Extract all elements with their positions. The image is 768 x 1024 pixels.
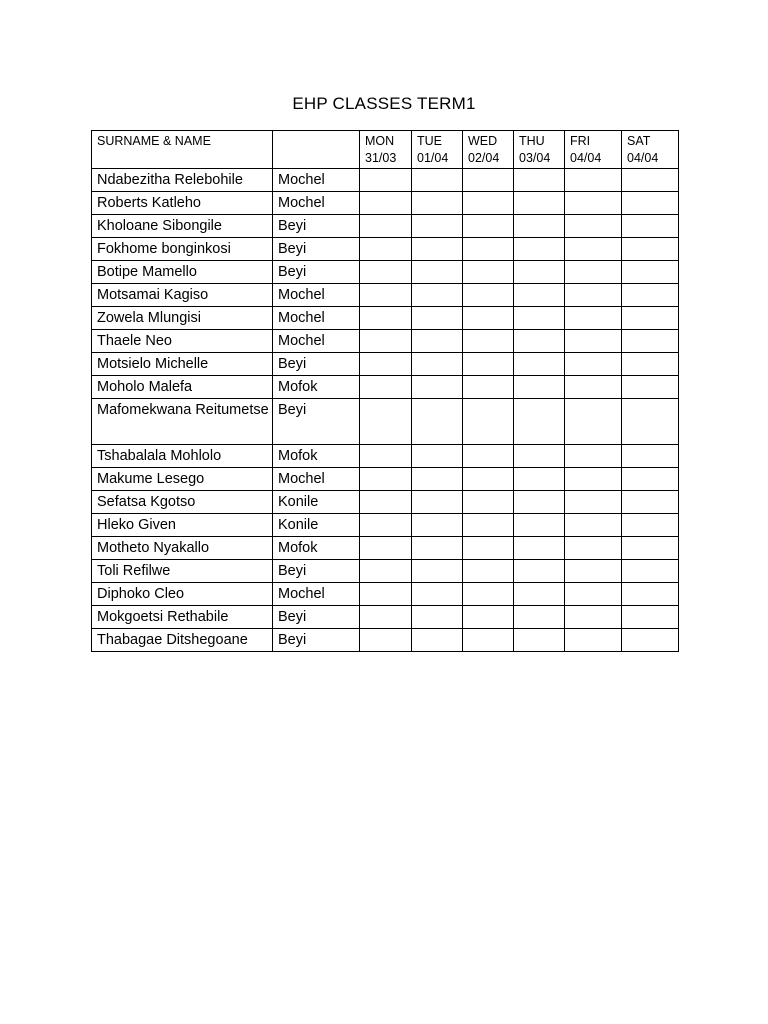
header-day-thu xyxy=(514,131,565,169)
header-name-column: SURNAME & NAME xyxy=(92,131,273,169)
student-name-cell: Roberts Katleho xyxy=(92,192,273,215)
attendance-cell xyxy=(360,169,412,192)
attendance-cell xyxy=(514,215,565,238)
group-cell: Beyi xyxy=(273,353,360,376)
attendance-cell xyxy=(622,192,679,215)
attendance-cell xyxy=(622,606,679,629)
attendance-cell xyxy=(622,583,679,606)
attendance-cell xyxy=(565,629,622,652)
table-row xyxy=(92,169,679,192)
student-name-cell: Motsielo Michelle xyxy=(92,353,273,376)
student-name-cell: Sefatsa Kgotso xyxy=(92,491,273,514)
attendance-cell xyxy=(412,192,463,215)
attendance-cell xyxy=(360,399,412,445)
attendance-table xyxy=(91,130,679,652)
group-cell: Mochel xyxy=(273,468,360,491)
student-name-cell: Mafomekwana Reitumetse xyxy=(92,399,273,445)
attendance-cell xyxy=(565,238,622,261)
table-row xyxy=(92,192,679,215)
attendance-cell xyxy=(412,261,463,284)
attendance-cell xyxy=(565,376,622,399)
student-name-cell: Zowela Mlungisi xyxy=(92,307,273,330)
group-cell: Beyi xyxy=(273,215,360,238)
table-row xyxy=(92,284,679,307)
table-body xyxy=(92,169,679,652)
attendance-cell xyxy=(514,376,565,399)
attendance-cell xyxy=(412,284,463,307)
table-row xyxy=(92,560,679,583)
attendance-cell xyxy=(514,330,565,353)
header-date-label: 04/04 xyxy=(570,151,602,165)
attendance-cell xyxy=(622,468,679,491)
attendance-cell xyxy=(463,468,514,491)
attendance-cell xyxy=(514,445,565,468)
group-cell: Beyi xyxy=(273,261,360,284)
attendance-cell xyxy=(360,445,412,468)
group-cell: Mochel xyxy=(273,169,360,192)
table-row xyxy=(92,606,679,629)
attendance-cell xyxy=(463,514,514,537)
attendance-cell xyxy=(514,284,565,307)
attendance-cell xyxy=(463,583,514,606)
table-row xyxy=(92,514,679,537)
header-date-label: 04/04 xyxy=(627,151,659,165)
attendance-cell xyxy=(360,215,412,238)
attendance-cell xyxy=(514,560,565,583)
header-date-label: 01/04 xyxy=(417,151,449,165)
group-cell: Beyi xyxy=(273,606,360,629)
attendance-cell xyxy=(463,284,514,307)
attendance-cell xyxy=(412,399,463,445)
attendance-cell xyxy=(463,353,514,376)
attendance-cell xyxy=(622,491,679,514)
attendance-cell xyxy=(463,169,514,192)
attendance-cell xyxy=(514,192,565,215)
header-day-sat xyxy=(622,131,679,169)
header-day-label: TUE xyxy=(417,134,442,148)
attendance-cell xyxy=(360,537,412,560)
attendance-cell xyxy=(514,583,565,606)
attendance-cell xyxy=(463,399,514,445)
attendance-cell xyxy=(565,169,622,192)
group-cell: Mofok xyxy=(273,376,360,399)
attendance-cell xyxy=(565,468,622,491)
group-cell: Beyi xyxy=(273,629,360,652)
student-name-cell: Ndabezitha Relebohile xyxy=(92,169,273,192)
attendance-cell xyxy=(360,192,412,215)
attendance-cell xyxy=(360,238,412,261)
attendance-cell xyxy=(514,261,565,284)
table-row xyxy=(92,376,679,399)
table-row xyxy=(92,215,679,238)
student-name-cell: Makume Lesego xyxy=(92,468,273,491)
attendance-cell xyxy=(360,629,412,652)
header-day-label: FRI xyxy=(570,134,591,148)
attendance-cell xyxy=(360,353,412,376)
attendance-cell xyxy=(412,537,463,560)
group-cell: Beyi xyxy=(273,399,360,445)
attendance-cell xyxy=(565,261,622,284)
attendance-cell xyxy=(463,606,514,629)
group-cell: Mochel xyxy=(273,192,360,215)
table-row xyxy=(92,261,679,284)
attendance-cell xyxy=(622,445,679,468)
attendance-cell xyxy=(463,330,514,353)
header-day-mon xyxy=(360,131,412,169)
table-row xyxy=(92,583,679,606)
table-row xyxy=(92,537,679,560)
attendance-cell xyxy=(463,307,514,330)
attendance-cell xyxy=(565,514,622,537)
header-row xyxy=(92,131,679,169)
attendance-cell xyxy=(463,560,514,583)
table-row xyxy=(92,238,679,261)
attendance-cell xyxy=(360,261,412,284)
attendance-cell xyxy=(622,215,679,238)
attendance-cell xyxy=(463,238,514,261)
attendance-cell xyxy=(412,560,463,583)
attendance-cell xyxy=(412,169,463,192)
student-name-cell: Kholoane Sibongile xyxy=(92,215,273,238)
attendance-cell xyxy=(360,284,412,307)
attendance-cell xyxy=(565,215,622,238)
attendance-cell xyxy=(463,491,514,514)
student-name-cell: Moholo Malefa xyxy=(92,376,273,399)
attendance-cell xyxy=(514,307,565,330)
attendance-cell xyxy=(463,629,514,652)
attendance-cell xyxy=(622,169,679,192)
student-name-cell: Toli Refilwe xyxy=(92,560,273,583)
attendance-cell xyxy=(565,606,622,629)
attendance-cell xyxy=(514,629,565,652)
header-day-label: SAT xyxy=(627,134,651,148)
group-cell: Mochel xyxy=(273,284,360,307)
attendance-cell xyxy=(622,399,679,445)
attendance-cell xyxy=(463,445,514,468)
attendance-cell xyxy=(412,330,463,353)
table-row xyxy=(92,491,679,514)
attendance-cell xyxy=(463,215,514,238)
header-group-column xyxy=(273,131,360,169)
attendance-cell xyxy=(565,192,622,215)
attendance-cell xyxy=(565,491,622,514)
student-name-cell: Botipe Mamello xyxy=(92,261,273,284)
student-name-cell: Thaele Neo xyxy=(92,330,273,353)
attendance-cell xyxy=(514,468,565,491)
attendance-cell xyxy=(463,537,514,560)
attendance-cell xyxy=(565,583,622,606)
attendance-cell xyxy=(565,445,622,468)
header-date-label: 31/03 xyxy=(365,151,397,165)
attendance-cell xyxy=(412,491,463,514)
attendance-cell xyxy=(412,445,463,468)
group-cell: Mochel xyxy=(273,307,360,330)
attendance-cell xyxy=(412,215,463,238)
attendance-cell xyxy=(565,537,622,560)
attendance-cell xyxy=(360,514,412,537)
attendance-cell xyxy=(514,514,565,537)
student-name-cell: Motheto Nyakallo xyxy=(92,537,273,560)
attendance-cell xyxy=(565,353,622,376)
attendance-cell xyxy=(622,330,679,353)
attendance-cell xyxy=(412,353,463,376)
attendance-cell xyxy=(514,606,565,629)
attendance-cell xyxy=(360,583,412,606)
group-cell: Mochel xyxy=(273,330,360,353)
attendance-cell xyxy=(412,583,463,606)
attendance-cell xyxy=(565,307,622,330)
attendance-cell xyxy=(360,376,412,399)
header-day-label: MON xyxy=(365,134,395,148)
attendance-cell xyxy=(360,560,412,583)
student-name-cell: Hleko Given xyxy=(92,514,273,537)
student-name-cell: Tshabalala Mohlolo xyxy=(92,445,273,468)
header-date-label: 02/04 xyxy=(468,151,500,165)
attendance-cell xyxy=(412,514,463,537)
attendance-cell xyxy=(412,468,463,491)
group-cell: Mochel xyxy=(273,583,360,606)
attendance-cell xyxy=(622,353,679,376)
header-day-label: THU xyxy=(519,134,545,148)
attendance-cell xyxy=(463,376,514,399)
attendance-cell xyxy=(565,399,622,445)
student-name-cell: Thabagae Ditshegoane xyxy=(92,629,273,652)
header-day-fri xyxy=(565,131,622,169)
attendance-cell xyxy=(360,491,412,514)
group-cell: Konile xyxy=(273,491,360,514)
attendance-cell xyxy=(514,399,565,445)
table-row xyxy=(92,307,679,330)
table-row xyxy=(92,353,679,376)
attendance-cell xyxy=(622,629,679,652)
attendance-cell xyxy=(412,629,463,652)
attendance-cell xyxy=(514,353,565,376)
attendance-cell xyxy=(514,491,565,514)
table-row xyxy=(92,445,679,468)
header-day-tue xyxy=(412,131,463,169)
attendance-cell xyxy=(360,468,412,491)
attendance-cell xyxy=(360,307,412,330)
attendance-cell xyxy=(463,261,514,284)
table-row xyxy=(92,468,679,491)
attendance-cell xyxy=(622,284,679,307)
table-row xyxy=(92,399,679,445)
attendance-cell xyxy=(622,238,679,261)
student-name-cell: Mokgoetsi Rethabile xyxy=(92,606,273,629)
attendance-cell xyxy=(514,238,565,261)
student-name-cell: Fokhome bonginkosi xyxy=(92,238,273,261)
attendance-cell xyxy=(622,560,679,583)
header-day-wed xyxy=(463,131,514,169)
header-day-label: WED xyxy=(468,134,498,148)
attendance-cell xyxy=(622,261,679,284)
attendance-cell xyxy=(514,537,565,560)
attendance-cell xyxy=(565,560,622,583)
table-row xyxy=(92,330,679,353)
attendance-cell xyxy=(622,307,679,330)
group-cell: Beyi xyxy=(273,238,360,261)
attendance-cell xyxy=(565,330,622,353)
group-cell: Mofok xyxy=(273,445,360,468)
group-cell: Konile xyxy=(273,514,360,537)
table-row xyxy=(92,629,679,652)
attendance-cell xyxy=(463,192,514,215)
attendance-cell xyxy=(514,169,565,192)
attendance-cell xyxy=(360,606,412,629)
attendance-cell xyxy=(412,307,463,330)
attendance-cell xyxy=(412,606,463,629)
student-name-cell: Motsamai Kagiso xyxy=(92,284,273,307)
attendance-cell xyxy=(360,330,412,353)
group-cell: Beyi xyxy=(273,560,360,583)
attendance-cell xyxy=(622,376,679,399)
attendance-cell xyxy=(622,514,679,537)
document-title: EHP CLASSES TERM1 xyxy=(292,94,476,113)
student-name-cell: Diphoko Cleo xyxy=(92,583,273,606)
attendance-cell xyxy=(412,238,463,261)
attendance-cell xyxy=(412,376,463,399)
attendance-cell xyxy=(622,537,679,560)
header-date-label: 03/04 xyxy=(519,151,551,165)
attendance-cell xyxy=(565,284,622,307)
group-cell: Mofok xyxy=(273,537,360,560)
